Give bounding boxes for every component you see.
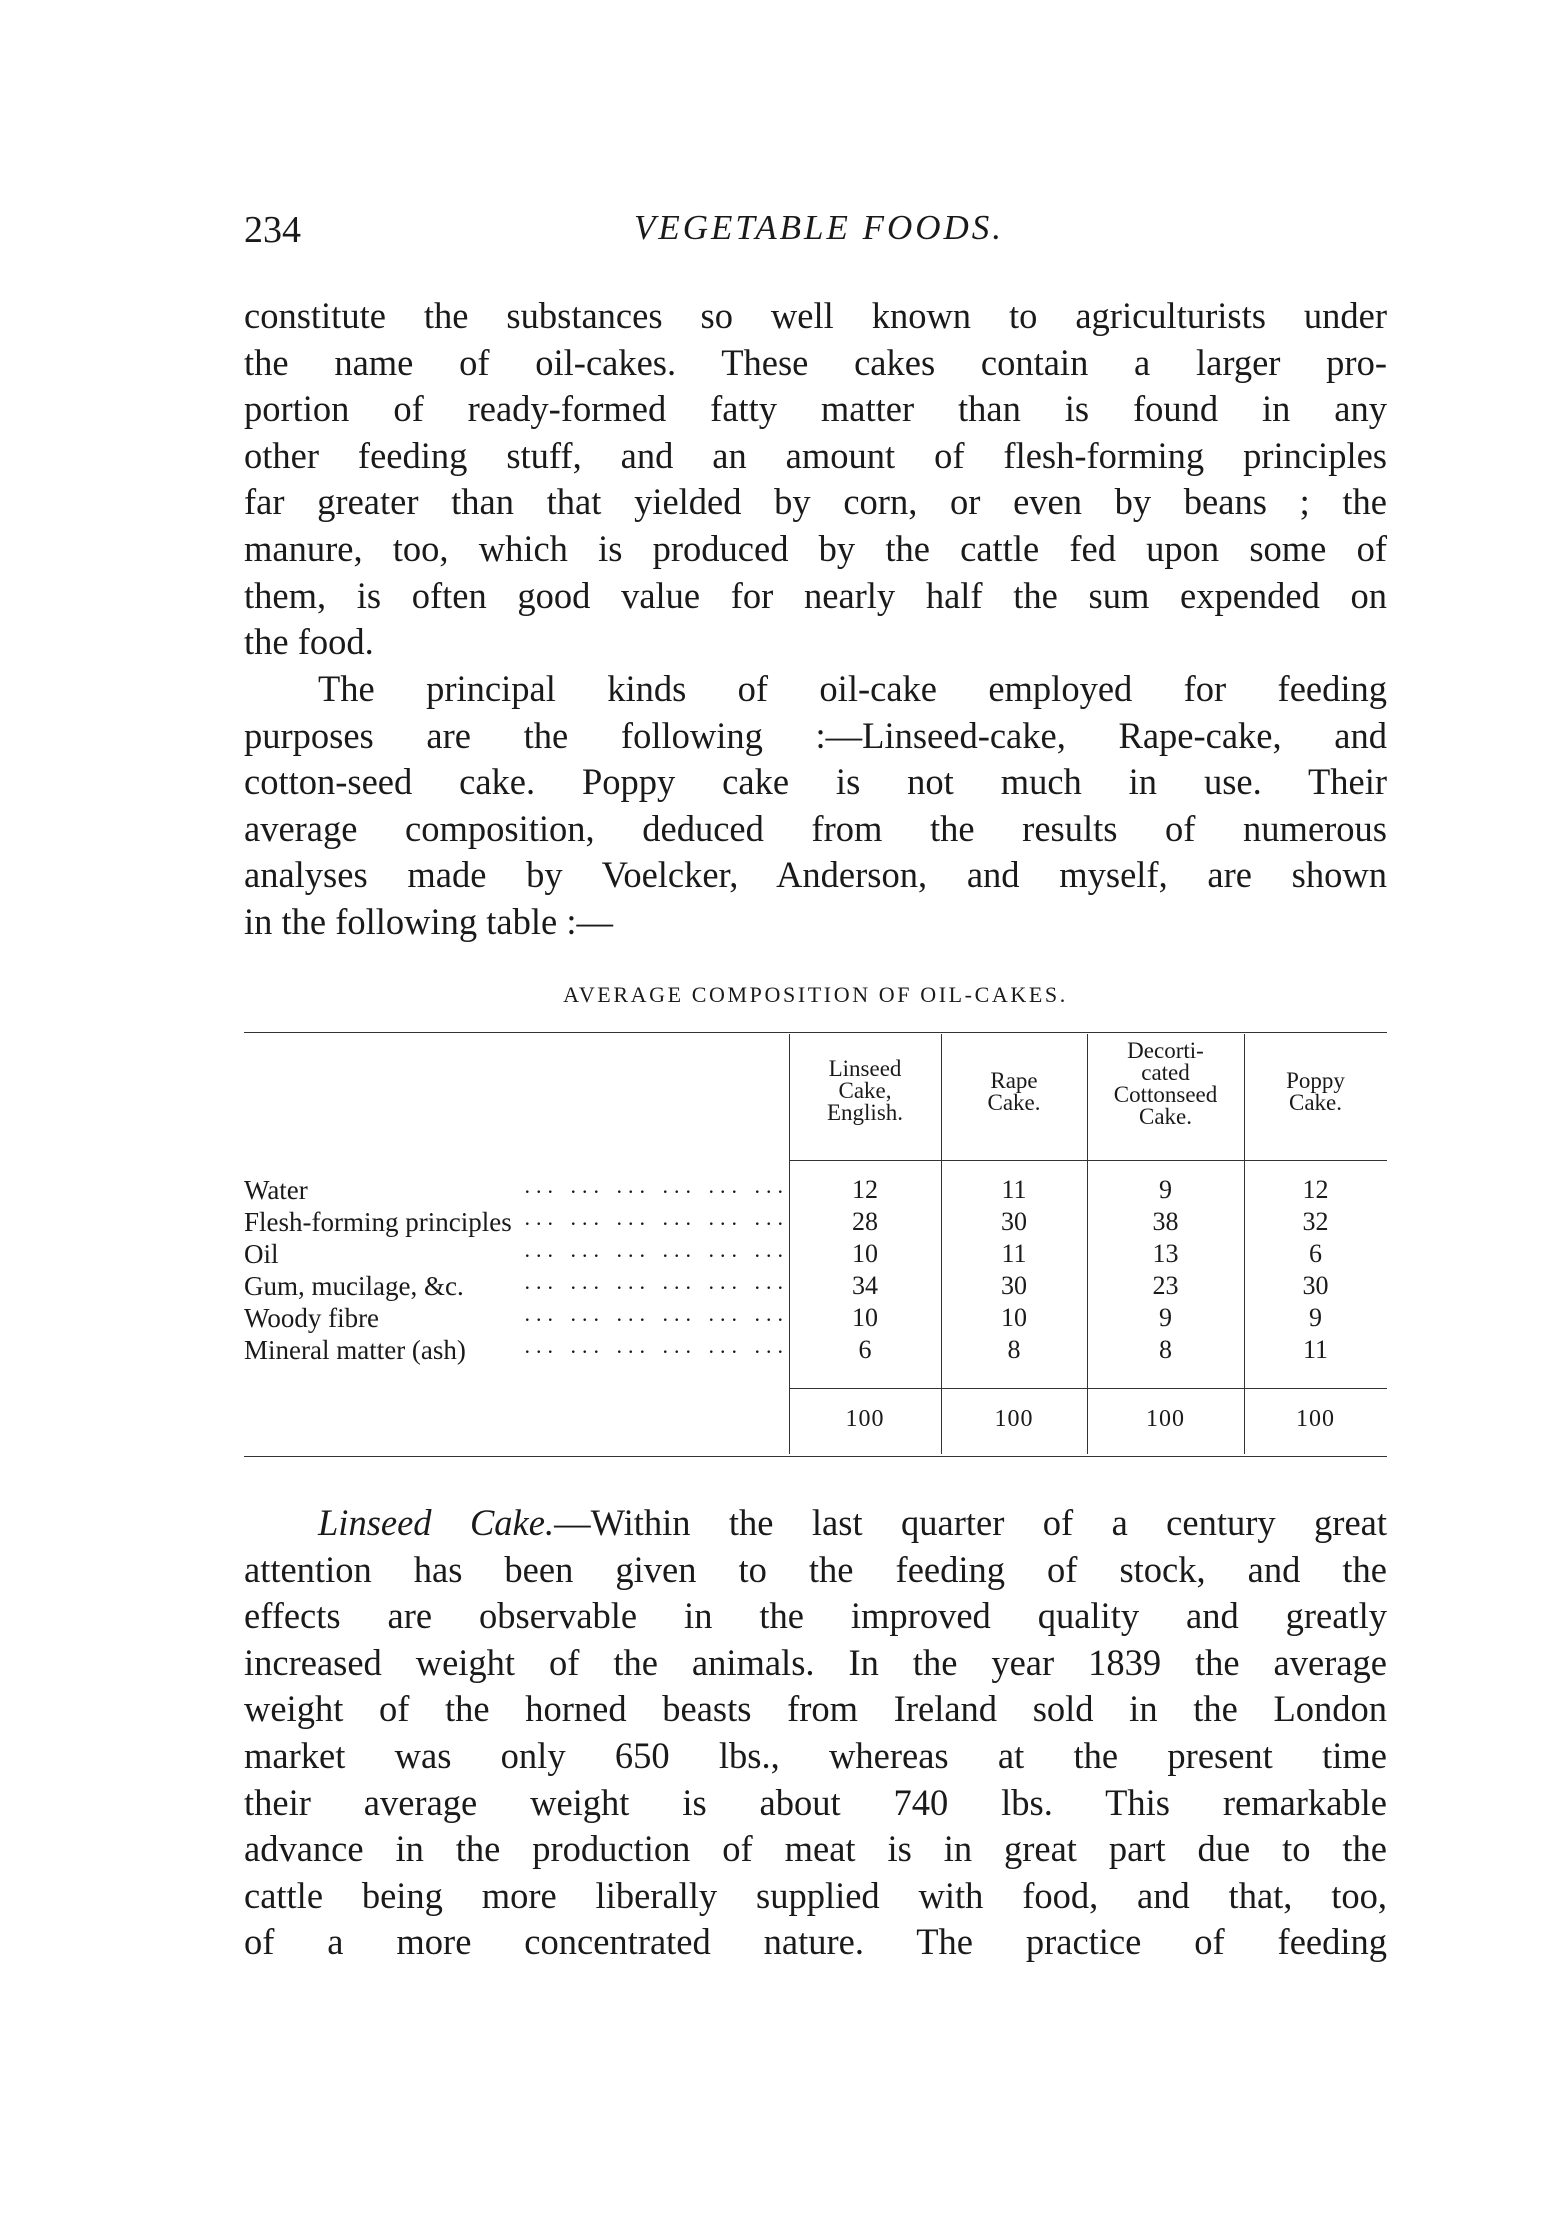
column-header-line: Rape (990, 1068, 1038, 1093)
table-cell: 11 (1302, 1335, 1329, 1364)
dot-leader: ... ... ... ... ... ... (524, 1239, 789, 1262)
row-label-text: Woody fibre (244, 1303, 385, 1333)
text-line: increased weight of the animals. In the year 1839 the average (244, 1641, 1387, 1683)
column-header-line: Cake, (838, 1078, 892, 1103)
row-label-text: Mineral matter (ash) (244, 1335, 472, 1365)
text-line: portion of ready-formed fatty matter than is found in any (244, 388, 1387, 430)
table-cell: 30 (1001, 1271, 1027, 1300)
table-cell: 28 (852, 1207, 878, 1236)
table-cell: 12 (852, 1175, 878, 1204)
table-cell: 30 (1302, 1271, 1329, 1300)
text-line: other feeding stuff, and an amount of flesh-forming principles (244, 434, 1387, 476)
text-line: manure, too, which is produced by the cattle fed upon some of (244, 527, 1387, 569)
table-cell: 32 (1302, 1207, 1329, 1236)
dot-leader: ... ... ... ... ... ... (524, 1335, 789, 1358)
column-header-line: Decorti- (1127, 1038, 1204, 1063)
text-line: The principal kinds of oil-cake employed for feeding (318, 668, 1387, 709)
total-cell: 100 (1146, 1406, 1185, 1432)
text-line: in the following table :— (244, 900, 613, 942)
table-cell: 13 (1152, 1239, 1179, 1268)
text-line: cattle being more liberally supplied with food, and that, too, (244, 1874, 1387, 1916)
text-line: their average weight is about 740 lbs. This remarkable (244, 1781, 1387, 1823)
column-header-line: Cake. (987, 1090, 1041, 1115)
column-header-line: cated (1141, 1060, 1190, 1085)
row-label-oil (244, 1239, 789, 1269)
text-line: advance in the production of meat is in great part due to the (244, 1828, 1387, 1870)
dot-leader: ... ... ... ... ... ... (524, 1207, 789, 1230)
paragraph-2 (244, 666, 1387, 946)
table-cell: 23 (1152, 1271, 1179, 1300)
page-number: 234 (244, 209, 301, 251)
table-cell: 30 (1001, 1207, 1027, 1236)
table-cell: 10 (852, 1239, 878, 1268)
composition-table (244, 1020, 1387, 1460)
italic-lead: Linseed Cake. (318, 1502, 555, 1543)
table-bottom-rule (244, 1456, 1387, 1457)
total-cell: 100 (845, 1406, 885, 1432)
text-line: analyses made by Voelcker, Anderson, and myself, are shown (244, 854, 1387, 896)
total-cell: 100 (994, 1406, 1034, 1432)
table-cell: 38 (1152, 1207, 1179, 1236)
text-line: purposes are the following :—Linseed-cake, Rape-cake, and (244, 714, 1387, 756)
table-cell: 10 (852, 1303, 878, 1332)
row-label-mineral-matter (244, 1335, 789, 1365)
row-label-text: Flesh-forming principles (244, 1207, 518, 1237)
column-header-line: English. (826, 1100, 904, 1125)
column-header-line: Cake. (1288, 1090, 1342, 1115)
text-line: the food. (244, 621, 374, 663)
table-cell: 8 (1159, 1335, 1172, 1364)
row-label-woody-fibre (244, 1303, 789, 1333)
text-line: weight of the horned beasts from Ireland sold in the London (244, 1688, 1387, 1730)
row-label-text: Oil (244, 1239, 285, 1269)
total-cell: 100 (1296, 1406, 1335, 1432)
column-header-line: Cake. (1138, 1104, 1192, 1129)
text-line: effects are observable in the improved quality and greatly (244, 1595, 1387, 1637)
table-cell: 6 (1309, 1239, 1322, 1268)
dot-leader: ... ... ... ... ... ... (524, 1175, 789, 1198)
text-line: far greater than that yielded by corn, or even by beans ; the (244, 481, 1387, 523)
column-header-line: Poppy (1286, 1068, 1345, 1093)
column-header-rape (941, 1070, 1087, 1114)
column-header-cottonseed (1087, 1040, 1244, 1128)
table-cell: 8 (1007, 1335, 1021, 1364)
row-label-text: Water (244, 1175, 314, 1205)
row-label-flesh-forming (244, 1207, 789, 1237)
column-header-poppy (1244, 1070, 1387, 1114)
table-cell: 10 (1001, 1303, 1027, 1332)
text-line-rest: —Within the last quarter of a century great (554, 1502, 1387, 1543)
text-line: cotton-seed cake. Poppy cake is not much in use. Their (244, 761, 1387, 803)
table-cell: 6 (858, 1335, 872, 1364)
running-title: VEGETABLE FOODS. (633, 208, 1005, 247)
header-bottom-rule (789, 1160, 1387, 1161)
row-label-gum-mucilage (244, 1271, 789, 1301)
table-cell: 9 (1159, 1175, 1172, 1204)
text-line: constitute the substances so well known to agriculturists under (244, 295, 1387, 336)
text-line: of a more concentrated nature. The practice of feeding (244, 1921, 1387, 1963)
dot-leader: ... ... ... ... ... ... (524, 1303, 789, 1326)
table-cell: 34 (852, 1271, 878, 1300)
column-header-line: Linseed (828, 1056, 902, 1081)
table-cell: 11 (1001, 1239, 1027, 1268)
row-label-water (244, 1175, 789, 1205)
text-line: attention has been given to the feeding of stock, and the (244, 1548, 1387, 1590)
running-head (244, 208, 1394, 258)
totals-rule (789, 1388, 1387, 1389)
text-line: average composition, deduced from the results of numerous (244, 807, 1387, 849)
column-header-line: Cottonseed (1113, 1082, 1218, 1107)
paragraph-1 (244, 293, 1387, 666)
column-header-linseed (789, 1058, 941, 1124)
text-line: them, is often good value for nearly half the sum expended on (244, 574, 1387, 616)
table-top-rule (244, 1032, 1387, 1033)
text-line (244, 1500, 1387, 1547)
paragraph-3 (244, 1500, 1387, 1966)
table-cell: 11 (1001, 1175, 1027, 1204)
table-cell: 9 (1159, 1303, 1172, 1332)
row-label-text: Gum, mucilage, &c. (244, 1271, 470, 1301)
text-line: market was only 650 lbs., whereas at the present time (244, 1734, 1387, 1776)
text-line: the name of oil-cakes. These cakes contain a larger pro- (244, 341, 1387, 383)
dot-leader: ... ... ... ... ... ... (524, 1271, 789, 1294)
table-caption: AVERAGE COMPOSITION OF OIL-CAKES. (563, 982, 1068, 1007)
table-cell: 12 (1302, 1175, 1329, 1204)
table-cell: 9 (1309, 1303, 1322, 1332)
